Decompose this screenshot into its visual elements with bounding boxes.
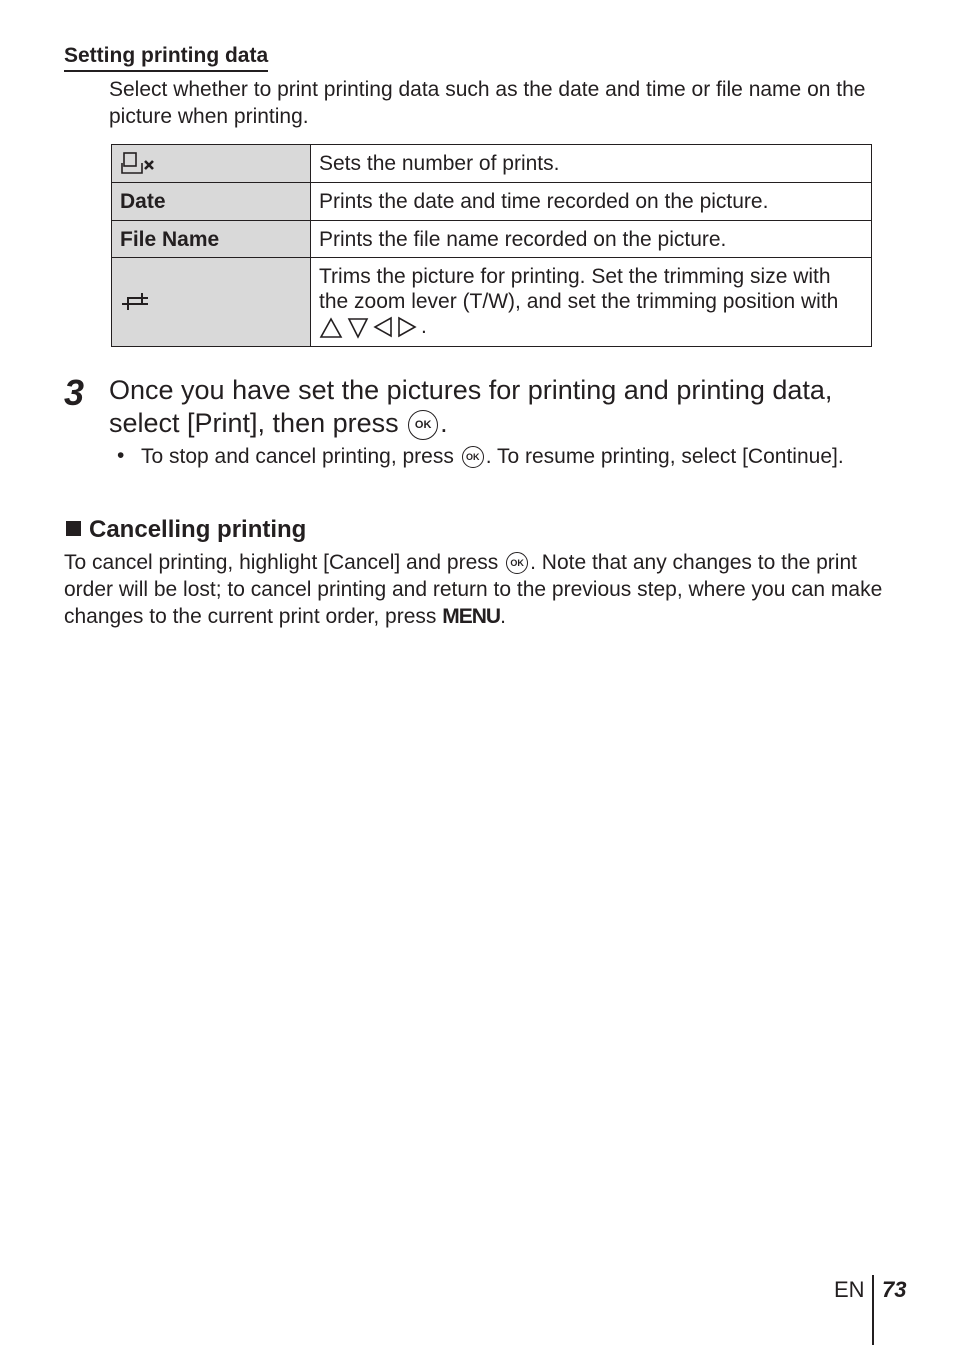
table-key-cell: Date <box>112 183 311 221</box>
ok-button-icon: OK <box>462 446 484 468</box>
language-code: EN <box>834 1277 865 1302</box>
cancelling-heading-text: Cancelling printing <box>89 516 307 543</box>
cancelling-text-start: To cancel printing, highlight [Cancel] and press <box>64 551 499 574</box>
bullet-note-end: . To resume printing, select [Continue]. <box>485 445 844 468</box>
table-key-cell: File Name <box>112 221 311 258</box>
bullet-marker: • <box>117 444 125 467</box>
step-instruction-end: . <box>440 408 448 438</box>
step-number: 3 <box>64 372 85 413</box>
cancelling-paragraph <box>64 549 884 630</box>
cancelling-text-middle: . Note that any changes to the print order will be lost; to cancel printing and return to the previous step, where you can make changes to the current print order, press <box>64 551 883 628</box>
table-value-cell: Sets the number of prints. <box>311 145 872 183</box>
printing-data-table <box>111 144 872 347</box>
step-instruction <box>109 374 909 440</box>
footer-divider <box>872 1275 874 1345</box>
arrow-keys-icon <box>319 316 421 340</box>
section-heading: Setting printing data <box>64 44 268 72</box>
page-number: 73 <box>882 1277 907 1302</box>
table-row <box>112 221 872 258</box>
table-row <box>112 145 872 183</box>
table-value-cell <box>311 258 872 347</box>
bullet-note <box>141 443 861 470</box>
square-bullet-icon <box>66 521 81 536</box>
table-value-cell: Prints the file name recorded on the picture. <box>311 221 872 258</box>
cancelling-text-end: . <box>500 605 506 628</box>
table-key-cell <box>112 145 311 183</box>
trim-icon <box>120 289 154 315</box>
step-instruction-text: Once you have set the pictures for printing and printing data, select [Print], then press <box>109 375 833 438</box>
table-row <box>112 258 872 347</box>
table-value-cell: Prints the date and time recorded on the picture. <box>311 183 872 221</box>
bullet-note-text: To stop and cancel printing, press <box>141 445 454 468</box>
table-key-cell <box>112 258 311 347</box>
cancelling-heading <box>66 516 306 544</box>
intro-paragraph: Select whether to print printing data such as the date and time or file name on the picture when printing. <box>109 78 866 128</box>
ok-button-icon: OK <box>408 410 438 440</box>
menu-button-label: MENU <box>442 605 501 628</box>
ok-button-icon: OK <box>506 552 528 574</box>
table-row <box>112 183 872 221</box>
trim-description-end: . <box>421 315 427 339</box>
trim-description: Trims the picture for printing. Set the trimming size with the zoom lever (T/W), and set the trimming position with <box>319 265 839 314</box>
print-count-icon <box>120 151 160 177</box>
